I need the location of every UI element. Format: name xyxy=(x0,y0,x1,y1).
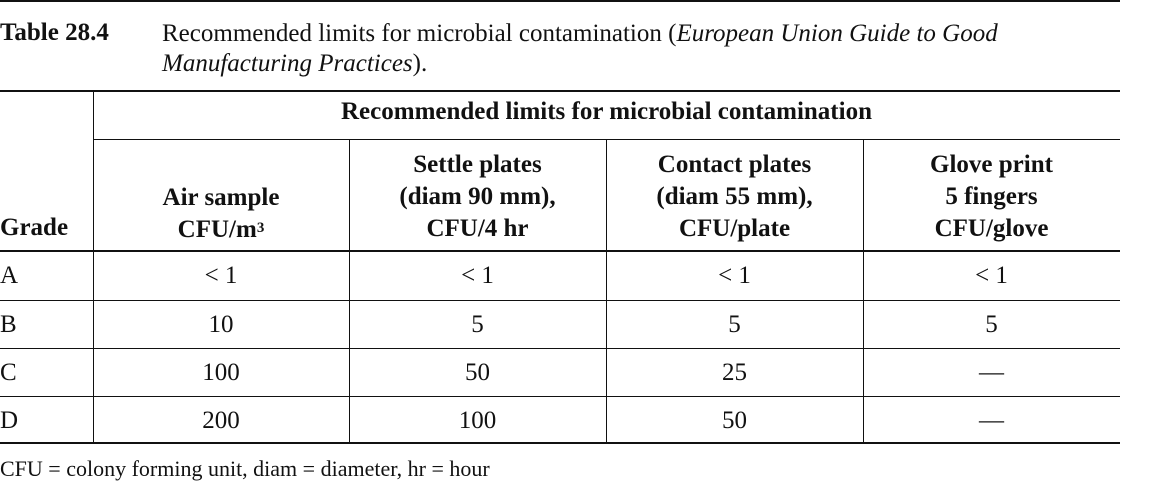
table-bottom-rule xyxy=(0,442,1120,444)
column-header-line: (diam 90 mm), xyxy=(399,183,556,210)
grade-cell: D xyxy=(0,407,19,434)
table-cell: 50 xyxy=(465,359,490,386)
row-divider xyxy=(0,348,1120,349)
table-top-rule xyxy=(0,90,1120,92)
table-cell: 25 xyxy=(722,359,747,386)
column-divider xyxy=(349,139,350,443)
table-cell: 200 xyxy=(202,407,240,434)
caption-source: European Union Guide to Good Manufacturing Practices xyxy=(162,20,998,77)
spanner-header: Recommended limits for microbial contamination xyxy=(341,98,872,125)
table-cell: 5 xyxy=(985,311,998,338)
table-cell: 100 xyxy=(202,359,240,386)
superscript: 3 xyxy=(256,220,265,236)
grade-cell: C xyxy=(0,359,17,386)
table-cell: < 1 xyxy=(461,262,494,289)
column-header-line: (diam 55 mm), xyxy=(656,183,813,210)
grade-column-header: Grade xyxy=(0,214,69,241)
table-cell: 100 xyxy=(458,407,497,434)
caption-text: Recommended limits for microbial contamination ( xyxy=(162,20,677,47)
column-header-line: Air sample xyxy=(162,184,280,211)
table-number: Table 28.4 xyxy=(0,19,109,46)
top-rule xyxy=(0,0,1120,2)
column-header-settle-plates xyxy=(349,149,606,245)
row-divider xyxy=(0,300,1120,301)
table-cell: 5 xyxy=(471,311,484,338)
table-cell: — xyxy=(979,359,1004,386)
table-cell: — xyxy=(979,407,1004,434)
grade-cell: A xyxy=(0,262,19,289)
column-header-line: CFU/glove xyxy=(934,215,1049,242)
column-header-glove-print xyxy=(863,149,1120,245)
table-footnote: CFU = colony forming unit, diam = diameter, hr = hour xyxy=(0,456,490,481)
table-cell: 50 xyxy=(722,407,747,434)
column-header-line: Glove print xyxy=(930,151,1053,178)
table-cell: 5 xyxy=(728,311,741,338)
table-caption xyxy=(162,19,1062,79)
column-header-line: Contact plates xyxy=(657,151,812,178)
column-header-line: 5 fingers xyxy=(945,183,1038,210)
column-divider xyxy=(93,91,94,443)
column-divider xyxy=(606,139,607,443)
row-divider xyxy=(0,396,1120,397)
column-header-line: CFU/4 hr xyxy=(426,215,529,242)
column-header-line: CFU/$m^3$ xyxy=(177,216,265,243)
table-cell: < 1 xyxy=(204,262,238,289)
column-header-contact-plates xyxy=(606,149,863,245)
column-header-line: Settle plates xyxy=(413,151,542,178)
column-divider xyxy=(863,139,864,443)
caption-closing: ). xyxy=(412,50,428,77)
header-bottom-rule xyxy=(0,250,1120,252)
column-header-line: CFU/plate xyxy=(678,215,791,242)
table-cell: < 1 xyxy=(718,262,751,289)
grade-cell: B xyxy=(0,311,17,338)
column-header-air-sample xyxy=(93,182,349,246)
table-cell: 10 xyxy=(208,311,234,338)
table-cell: < 1 xyxy=(975,262,1008,289)
